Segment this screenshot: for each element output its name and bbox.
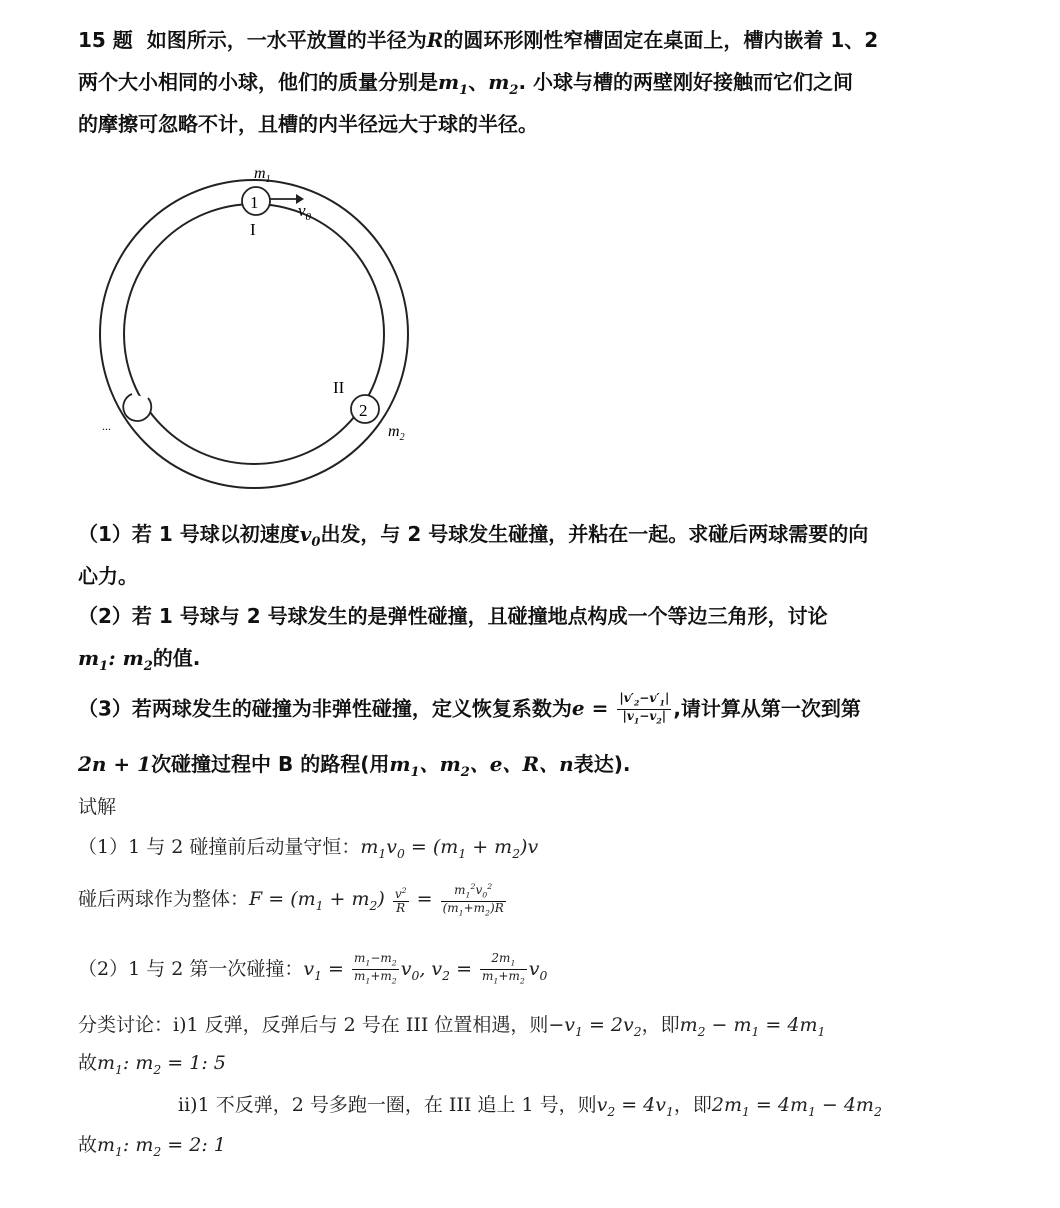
q3-text-a: （3）若两球发生的碰撞为非弹性碰撞，定义恢复系数为 (78, 696, 572, 721)
centripetal-equation: $F = (m_1 + m_2)$ $\frac{v^2}{R}$ = $\frac{m_1^2v_0^2}{(m_1+m_2)R}$ (249, 882, 504, 918)
s3-text-a: 分类讨论：i)1 反弹，反弹后与 2 号在 III 位置相遇，则 (78, 1014, 549, 1036)
case2-mass-relation: $2m_1 = 4m_1 - 4m_2$ (711, 1094, 882, 1119)
question-2-line-1: （2）若 1 号球与 2 号球发生的是弹性碰撞，且碰撞地点构成一个等边三角形，讨论 (78, 604, 828, 628)
s2-text: （2）1 与 2 第一次碰撞： (78, 957, 304, 980)
solution-case-2-result (78, 1130, 226, 1159)
q2-text-b: 的值. (152, 646, 201, 670)
s1-text: （1）1 与 2 碰撞前后动量守恒： (78, 836, 361, 858)
mass-ratio: $m_1$: $m_2$ (78, 646, 153, 674)
case1-ratio: $m_1$: $m_2 = 1$: 5 (97, 1052, 226, 1077)
m1-label: $m_1$ (254, 165, 271, 185)
problem-number: 15 题 (78, 28, 133, 52)
question-1-line-2: 心力。 (78, 564, 138, 588)
s5-text-b: ，即 (673, 1094, 712, 1116)
v0-symbol: $v_0$ (299, 522, 321, 550)
m2-symbol: $m_2$ (488, 70, 519, 98)
case2-relation: $v_2 = 4v_1$ (596, 1094, 674, 1119)
s6-text: 故 (78, 1134, 98, 1156)
intro-text-3: 两个大小相同的小球，他们的质量分别是 (78, 70, 438, 94)
q1-text-b: 出发，与 2 号球发生碰撞，并粘在一起。求碰后两球需要的向 (320, 522, 869, 546)
question-1-line-1 (78, 518, 868, 550)
position-III-marker (123, 394, 151, 421)
ring-figure (90, 160, 430, 500)
q1-text-a: （1）若 1 号球以初速度 (78, 522, 300, 546)
ball-1-label: 1 (250, 193, 259, 212)
question-3-line-1 (78, 692, 861, 728)
position-I-label: I (250, 220, 256, 239)
solution-title: 试解 (78, 796, 117, 818)
s3-text-b: ，即 (641, 1014, 680, 1036)
case1-relation: $-v_1 = 2v_2$ (548, 1014, 642, 1039)
inner-ring (124, 204, 384, 464)
case1-mass-relation: $m_2 - m_1 = 4m_1$ (679, 1014, 826, 1039)
position-II-label: II (333, 378, 345, 397)
ellipsis-mark: ... (102, 419, 111, 433)
m2-label: $m_2$ (388, 423, 405, 443)
s1b-text: 碰后两球作为整体： (78, 887, 250, 910)
m1-symbol: $m_1$ (438, 70, 469, 98)
s5-text-a: ii)1 不反弹，2 号多跑一圈，在 III 追上 1 号，则 (178, 1094, 597, 1116)
problem-line-3: 的摩擦可忽略不计，且槽的内半径远大于球的半径。 (78, 112, 538, 136)
q3-text-c: 次碰撞过程中 B 的路程(用 (151, 752, 390, 776)
solution-case-2 (178, 1090, 882, 1119)
solution-step-1 (78, 832, 538, 861)
question-2-line-2 (78, 642, 200, 674)
solution-case-1-result (78, 1048, 226, 1077)
solution-step-3 (78, 952, 547, 988)
intro-text-1: 如图所示，一水平放置的半径为 (146, 28, 427, 52)
q3-text-d: 表达). (573, 752, 631, 776)
ball-2-label: 2 (359, 401, 368, 420)
v0-label: $v_0$ (298, 201, 312, 223)
momentum-equation: $m_1v_0 = (m_1 + m_2)v$ (360, 836, 539, 861)
s4-text: 故 (78, 1052, 98, 1074)
restitution-formula: e = $\frac{|v'_2-v'_1|}{|v_1-v_2|}$ (571, 691, 670, 726)
case2-ratio: $m_1$: $m_2 = 2$: 1 (97, 1134, 226, 1159)
separator: 、 (468, 70, 489, 94)
radius-symbol: R (426, 28, 444, 52)
collision-count: 2n + 1 (78, 752, 152, 776)
intro-text-2: 的圆环形刚性窄槽固定在桌面上，槽内嵌着 1、2 (443, 28, 879, 52)
intro-text-4: . 小球与槽的两壁刚好接触而它们之间 (518, 70, 853, 94)
solution-case-1 (78, 1010, 825, 1039)
problem-line-2 (78, 66, 853, 98)
variable-list: $m_1$、$m_2$、e、R、n (389, 752, 574, 780)
problem-line-1 (78, 24, 878, 53)
solution-step-2 (78, 880, 508, 920)
q3-text-b: ,请计算从第一次到第 (673, 696, 861, 721)
question-3-line-2 (78, 748, 630, 780)
elastic-velocities: $v_1$ = $\frac{m_1-m_2}{m_1+m_2}$ $v_0$, $v_2$ = $\frac{2m_1}{m_1+m_2}$ $v_0$ (303, 951, 548, 986)
